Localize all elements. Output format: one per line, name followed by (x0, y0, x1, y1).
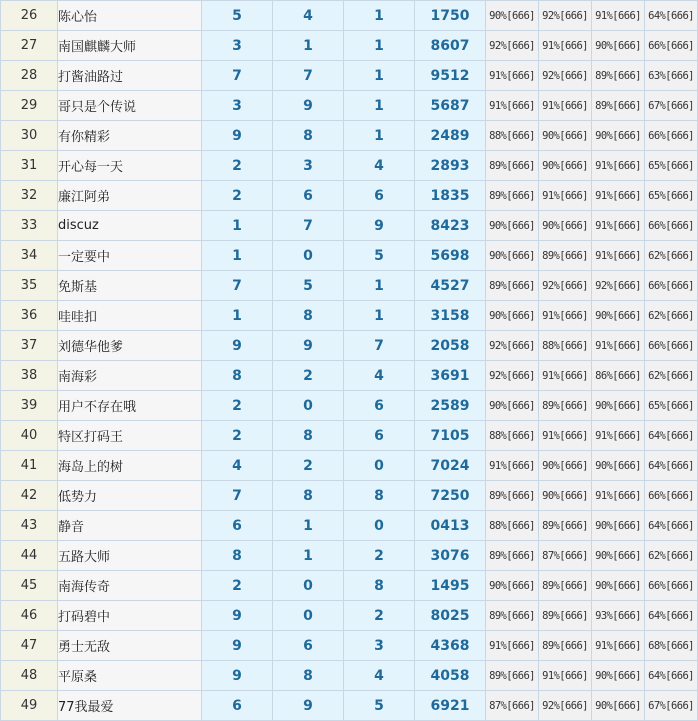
stat-4-cell: 62%[666] (645, 361, 698, 391)
rank-cell: 31 (1, 151, 58, 181)
username-cell: 静音 (58, 511, 202, 541)
code-cell: 3076 (415, 541, 486, 571)
digit-3-cell: 1 (344, 1, 415, 31)
digit-3-cell: 1 (344, 91, 415, 121)
stat-2-cell: 91%[666] (539, 31, 592, 61)
stat-3-cell: 90%[666] (592, 391, 645, 421)
table-row (1, 301, 698, 331)
digit-2-cell: 8 (273, 661, 344, 691)
code-cell: 0413 (415, 511, 486, 541)
digit-3-cell: 3 (344, 631, 415, 661)
stat-4-cell: 64%[666] (645, 421, 698, 451)
digit-2-cell: 6 (273, 631, 344, 661)
stat-1-cell: 91%[666] (486, 61, 539, 91)
stat-1-cell: 88%[666] (486, 421, 539, 451)
stat-4-cell: 65%[666] (645, 181, 698, 211)
digit-1-cell: 4 (202, 451, 273, 481)
digit-1-cell: 9 (202, 331, 273, 361)
rank-cell: 39 (1, 391, 58, 421)
stat-2-cell: 88%[666] (539, 331, 592, 361)
stat-2-cell: 91%[666] (539, 361, 592, 391)
digit-2-cell: 0 (273, 601, 344, 631)
digit-1-cell: 2 (202, 391, 273, 421)
table-row (1, 691, 698, 721)
stat-3-cell: 91%[666] (592, 1, 645, 31)
stat-3-cell: 91%[666] (592, 421, 645, 451)
stat-3-cell: 90%[666] (592, 691, 645, 721)
stat-4-cell: 65%[666] (645, 391, 698, 421)
stat-4-cell: 62%[666] (645, 301, 698, 331)
digit-2-cell: 0 (273, 241, 344, 271)
stat-1-cell: 89%[666] (486, 601, 539, 631)
code-cell: 4368 (415, 631, 486, 661)
username-cell: 勇士无敌 (58, 631, 202, 661)
stat-1-cell: 91%[666] (486, 631, 539, 661)
code-cell: 4058 (415, 661, 486, 691)
digit-1-cell: 6 (202, 511, 273, 541)
table-row (1, 361, 698, 391)
digit-1-cell: 3 (202, 91, 273, 121)
stat-4-cell: 66%[666] (645, 331, 698, 361)
stat-3-cell: 92%[666] (592, 271, 645, 301)
digit-2-cell: 0 (273, 571, 344, 601)
stat-2-cell: 92%[666] (539, 1, 592, 31)
table-row (1, 91, 698, 121)
table-row (1, 541, 698, 571)
stat-3-cell: 91%[666] (592, 181, 645, 211)
stat-1-cell: 87%[666] (486, 691, 539, 721)
rank-cell: 40 (1, 421, 58, 451)
digit-1-cell: 7 (202, 61, 273, 91)
stat-3-cell: 90%[666] (592, 511, 645, 541)
username-cell: 低势力 (58, 481, 202, 511)
digit-3-cell: 1 (344, 31, 415, 61)
digit-3-cell: 1 (344, 61, 415, 91)
stat-2-cell: 90%[666] (539, 451, 592, 481)
username-cell: 用户不存在哦 (58, 391, 202, 421)
digit-1-cell: 3 (202, 31, 273, 61)
stat-3-cell: 86%[666] (592, 361, 645, 391)
stat-2-cell: 90%[666] (539, 151, 592, 181)
digit-2-cell: 9 (273, 91, 344, 121)
username-cell: 南海传奇 (58, 571, 202, 601)
stat-2-cell: 90%[666] (539, 481, 592, 511)
digit-2-cell: 4 (273, 1, 344, 31)
code-cell: 5687 (415, 91, 486, 121)
rank-cell: 44 (1, 541, 58, 571)
digit-3-cell: 6 (344, 421, 415, 451)
rank-cell: 47 (1, 631, 58, 661)
stat-1-cell: 91%[666] (486, 91, 539, 121)
stat-3-cell: 91%[666] (592, 631, 645, 661)
stat-3-cell: 93%[666] (592, 601, 645, 631)
stat-4-cell: 64%[666] (645, 1, 698, 31)
code-cell: 3691 (415, 361, 486, 391)
stat-3-cell: 90%[666] (592, 571, 645, 601)
rank-cell: 33 (1, 211, 58, 241)
rank-cell: 49 (1, 691, 58, 721)
digit-3-cell: 4 (344, 661, 415, 691)
code-cell: 5698 (415, 241, 486, 271)
digit-2-cell: 8 (273, 301, 344, 331)
stat-2-cell: 91%[666] (539, 91, 592, 121)
username-cell: 南海彩 (58, 361, 202, 391)
stat-1-cell: 89%[666] (486, 481, 539, 511)
rank-cell: 35 (1, 271, 58, 301)
stat-4-cell: 66%[666] (645, 481, 698, 511)
digit-1-cell: 8 (202, 361, 273, 391)
code-cell: 1495 (415, 571, 486, 601)
stat-1-cell: 89%[666] (486, 151, 539, 181)
table-row (1, 31, 698, 61)
table-row (1, 571, 698, 601)
stat-3-cell: 91%[666] (592, 211, 645, 241)
code-cell: 7024 (415, 451, 486, 481)
stat-4-cell: 68%[666] (645, 631, 698, 661)
stat-1-cell: 90%[666] (486, 211, 539, 241)
stat-4-cell: 67%[666] (645, 91, 698, 121)
stat-1-cell: 88%[666] (486, 511, 539, 541)
stat-4-cell: 65%[666] (645, 151, 698, 181)
code-cell: 7250 (415, 481, 486, 511)
stat-3-cell: 89%[666] (592, 91, 645, 121)
digit-2-cell: 5 (273, 271, 344, 301)
digit-1-cell: 9 (202, 121, 273, 151)
table-row (1, 241, 698, 271)
digit-1-cell: 7 (202, 271, 273, 301)
code-cell: 8423 (415, 211, 486, 241)
digit-3-cell: 1 (344, 271, 415, 301)
digit-3-cell: 5 (344, 691, 415, 721)
stat-2-cell: 92%[666] (539, 271, 592, 301)
digit-3-cell: 2 (344, 601, 415, 631)
username-cell: 77我最爱 (58, 691, 202, 721)
stat-1-cell: 92%[666] (486, 31, 539, 61)
stat-3-cell: 90%[666] (592, 541, 645, 571)
code-cell: 2893 (415, 151, 486, 181)
table-row (1, 661, 698, 691)
digit-2-cell: 7 (273, 61, 344, 91)
digit-3-cell: 9 (344, 211, 415, 241)
table-row (1, 421, 698, 451)
stat-4-cell: 66%[666] (645, 571, 698, 601)
stat-1-cell: 92%[666] (486, 331, 539, 361)
code-cell: 7105 (415, 421, 486, 451)
code-cell: 3158 (415, 301, 486, 331)
digit-3-cell: 6 (344, 181, 415, 211)
table-row (1, 1, 698, 31)
stat-4-cell: 64%[666] (645, 511, 698, 541)
username-cell: 特区打码王 (58, 421, 202, 451)
digit-2-cell: 9 (273, 331, 344, 361)
username-cell: 打码碧中 (58, 601, 202, 631)
digit-1-cell: 2 (202, 571, 273, 601)
stat-2-cell: 87%[666] (539, 541, 592, 571)
rank-cell: 45 (1, 571, 58, 601)
digit-3-cell: 7 (344, 331, 415, 361)
stat-2-cell: 91%[666] (539, 661, 592, 691)
table-row (1, 181, 698, 211)
username-cell: 哇哇扣 (58, 301, 202, 331)
digit-3-cell: 0 (344, 451, 415, 481)
stat-2-cell: 91%[666] (539, 421, 592, 451)
username-cell: 平原桑 (58, 661, 202, 691)
digit-3-cell: 6 (344, 391, 415, 421)
stat-4-cell: 62%[666] (645, 541, 698, 571)
rank-cell: 27 (1, 31, 58, 61)
rank-cell: 37 (1, 331, 58, 361)
stat-3-cell: 91%[666] (592, 481, 645, 511)
username-cell: 五路大师 (58, 541, 202, 571)
rank-cell: 36 (1, 301, 58, 331)
stat-3-cell: 90%[666] (592, 451, 645, 481)
stat-1-cell: 88%[666] (486, 121, 539, 151)
username-cell: 南国麒麟大师 (58, 31, 202, 61)
stat-4-cell: 64%[666] (645, 601, 698, 631)
digit-3-cell: 0 (344, 511, 415, 541)
stat-2-cell: 91%[666] (539, 181, 592, 211)
username-cell: discuz (58, 211, 202, 241)
stat-2-cell: 89%[666] (539, 511, 592, 541)
username-cell: 哥只是个传说 (58, 91, 202, 121)
digit-2-cell: 0 (273, 391, 344, 421)
username-cell: 一定要中 (58, 241, 202, 271)
digit-1-cell: 9 (202, 631, 273, 661)
code-cell: 1750 (415, 1, 486, 31)
digit-3-cell: 8 (344, 481, 415, 511)
stat-2-cell: 89%[666] (539, 631, 592, 661)
table-row (1, 121, 698, 151)
username-cell: 有你精彩 (58, 121, 202, 151)
code-cell: 2589 (415, 391, 486, 421)
digit-1-cell: 5 (202, 1, 273, 31)
stat-4-cell: 66%[666] (645, 211, 698, 241)
digit-2-cell: 2 (273, 451, 344, 481)
digit-1-cell: 1 (202, 241, 273, 271)
digit-1-cell: 1 (202, 301, 273, 331)
stat-4-cell: 66%[666] (645, 121, 698, 151)
table-row (1, 211, 698, 241)
code-cell: 6921 (415, 691, 486, 721)
stat-1-cell: 89%[666] (486, 181, 539, 211)
stat-3-cell: 89%[666] (592, 61, 645, 91)
stat-1-cell: 90%[666] (486, 241, 539, 271)
ranking-table-body (1, 1, 698, 721)
stat-1-cell: 90%[666] (486, 391, 539, 421)
stat-1-cell: 92%[666] (486, 361, 539, 391)
stat-4-cell: 67%[666] (645, 691, 698, 721)
rank-cell: 28 (1, 61, 58, 91)
table-row (1, 151, 698, 181)
digit-2-cell: 1 (273, 541, 344, 571)
stat-3-cell: 91%[666] (592, 331, 645, 361)
stat-4-cell: 66%[666] (645, 271, 698, 301)
digit-3-cell: 8 (344, 571, 415, 601)
code-cell: 9512 (415, 61, 486, 91)
rank-cell: 32 (1, 181, 58, 211)
username-cell: 开心每一天 (58, 151, 202, 181)
stat-1-cell: 90%[666] (486, 301, 539, 331)
rank-cell: 41 (1, 451, 58, 481)
username-cell: 海岛上的树 (58, 451, 202, 481)
stat-2-cell: 89%[666] (539, 571, 592, 601)
digit-1-cell: 9 (202, 661, 273, 691)
digit-1-cell: 1 (202, 211, 273, 241)
rank-cell: 43 (1, 511, 58, 541)
digit-2-cell: 9 (273, 691, 344, 721)
stat-2-cell: 89%[666] (539, 601, 592, 631)
stat-4-cell: 64%[666] (645, 661, 698, 691)
rank-cell: 29 (1, 91, 58, 121)
code-cell: 1835 (415, 181, 486, 211)
stat-4-cell: 63%[666] (645, 61, 698, 91)
table-row (1, 331, 698, 361)
stat-3-cell: 90%[666] (592, 121, 645, 151)
digit-1-cell: 2 (202, 151, 273, 181)
code-cell: 2489 (415, 121, 486, 151)
digit-2-cell: 1 (273, 31, 344, 61)
digit-3-cell: 1 (344, 301, 415, 331)
stat-2-cell: 91%[666] (539, 301, 592, 331)
digit-1-cell: 7 (202, 481, 273, 511)
stat-3-cell: 91%[666] (592, 151, 645, 181)
stat-1-cell: 89%[666] (486, 661, 539, 691)
table-row (1, 601, 698, 631)
digit-2-cell: 2 (273, 361, 344, 391)
rank-cell: 30 (1, 121, 58, 151)
stat-4-cell: 64%[666] (645, 451, 698, 481)
stat-2-cell: 92%[666] (539, 691, 592, 721)
username-cell: 免斯基 (58, 271, 202, 301)
table-row (1, 391, 698, 421)
stat-1-cell: 90%[666] (486, 1, 539, 31)
rank-cell: 38 (1, 361, 58, 391)
digit-3-cell: 4 (344, 151, 415, 181)
stat-4-cell: 66%[666] (645, 31, 698, 61)
digit-2-cell: 6 (273, 181, 344, 211)
stat-2-cell: 89%[666] (539, 241, 592, 271)
stat-1-cell: 89%[666] (486, 271, 539, 301)
code-cell: 8607 (415, 31, 486, 61)
username-cell: 廉江阿弟 (58, 181, 202, 211)
table-row (1, 481, 698, 511)
digit-2-cell: 1 (273, 511, 344, 541)
digit-2-cell: 7 (273, 211, 344, 241)
stat-1-cell: 89%[666] (486, 541, 539, 571)
table-row (1, 271, 698, 301)
stat-2-cell: 90%[666] (539, 211, 592, 241)
table-row (1, 61, 698, 91)
digit-1-cell: 9 (202, 601, 273, 631)
stat-3-cell: 90%[666] (592, 31, 645, 61)
digit-1-cell: 6 (202, 691, 273, 721)
digit-2-cell: 3 (273, 151, 344, 181)
digit-3-cell: 2 (344, 541, 415, 571)
table-row (1, 451, 698, 481)
table-row (1, 631, 698, 661)
digit-3-cell: 4 (344, 361, 415, 391)
digit-2-cell: 8 (273, 121, 344, 151)
code-cell: 2058 (415, 331, 486, 361)
rank-cell: 26 (1, 1, 58, 31)
digit-1-cell: 2 (202, 181, 273, 211)
stat-1-cell: 91%[666] (486, 451, 539, 481)
stat-3-cell: 91%[666] (592, 241, 645, 271)
username-cell: 刘德华他爹 (58, 331, 202, 361)
stat-3-cell: 90%[666] (592, 661, 645, 691)
rank-cell: 46 (1, 601, 58, 631)
digit-1-cell: 2 (202, 421, 273, 451)
username-cell: 陈心怡 (58, 1, 202, 31)
digit-2-cell: 8 (273, 481, 344, 511)
digit-2-cell: 8 (273, 421, 344, 451)
username-cell: 打酱油路过 (58, 61, 202, 91)
digit-3-cell: 1 (344, 121, 415, 151)
rank-cell: 42 (1, 481, 58, 511)
stat-1-cell: 90%[666] (486, 571, 539, 601)
rank-cell: 48 (1, 661, 58, 691)
stat-4-cell: 62%[666] (645, 241, 698, 271)
code-cell: 8025 (415, 601, 486, 631)
code-cell: 4527 (415, 271, 486, 301)
stat-3-cell: 90%[666] (592, 301, 645, 331)
stat-2-cell: 92%[666] (539, 61, 592, 91)
stat-2-cell: 90%[666] (539, 121, 592, 151)
digit-1-cell: 8 (202, 541, 273, 571)
rank-cell: 34 (1, 241, 58, 271)
digit-3-cell: 5 (344, 241, 415, 271)
stat-2-cell: 89%[666] (539, 391, 592, 421)
table-row (1, 511, 698, 541)
